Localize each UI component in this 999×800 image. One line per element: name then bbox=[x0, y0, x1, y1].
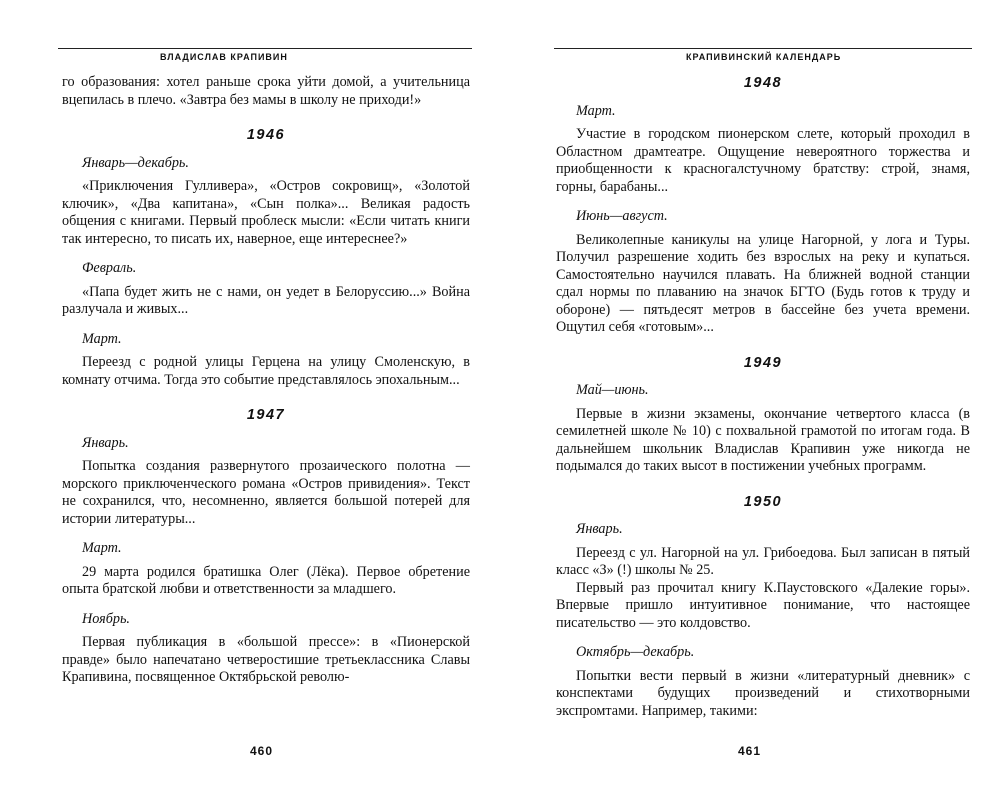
running-head bbox=[554, 48, 972, 65]
date-heading: Май—июнь. bbox=[576, 382, 649, 398]
paragraph: Великолепные каникулы на улице Нагорной, у лога и Туры. Получил разрешение ходить без взрослых на реку и купаться. Самостоятельно научился плавать. На ближней водной станции сдал нормы по плаванию на значок БГТО (Будь готов к труду и обороне) — пятьдесят метров в бассейне без учета времени. Ощутил себя «готовым»... bbox=[556, 231, 970, 335]
right-page bbox=[499, 0, 999, 800]
page-body bbox=[556, 75, 970, 720]
paragraph: Участие в городском пионерском слете, который проходил в Областном драмтеатре. Ощущение невероятного торжества и приобщенности к красногалстучному братству: строй, знамя, горны, барабаны... bbox=[556, 126, 970, 195]
running-head-title: ВЛАДИСЛАВ КРАПИВИН bbox=[160, 52, 288, 62]
date-heading: Октябрь—декабрь. bbox=[576, 644, 695, 660]
paragraph: Первые в жизни экзамены, окончание четвертого класса (в семилетней школе № 10) с похвальной грамотой по итогам года. В дальнейшем школьник Владислав Крапивин уже никогда не подымался до таких высот в постижении учебных программ. bbox=[556, 405, 970, 474]
paragraph: 29 марта родился братишка Олег (Лёка). Первое обретение опыта братской любви и ответственности за младшего. bbox=[62, 563, 470, 597]
date-heading: Январь. bbox=[576, 521, 623, 537]
date-heading: Январь—декабрь. bbox=[82, 154, 189, 171]
paragraph: го образования: хотел раньше срока уйти домой, а учительница вцепилась в плечо. «Завтра без мамы в школу не приходи!» bbox=[62, 74, 470, 108]
paragraph: Попытки вести первый в жизни «литературный дневник» с конспектами будущих произведений и стихотворными экспромтами. Например, такими: bbox=[556, 667, 970, 719]
paragraph: «Приключения Гулливера», «Остров сокровищ», «Золотой ключик», «Два капитана», «Сын полка»... Великая радость общения с книгами. Первый проблеск мысли: «Если читать книги так интересно, то писать их, наверное, еще интереснее?» bbox=[62, 178, 470, 247]
paragraph: Попытка создания развернутого прозаического полотна — морского приключенческого романа «Остров привидения». Текст не сохранился, что, несомненно, является большой потерей для истории литературы... bbox=[62, 458, 470, 527]
year-heading: 1946 bbox=[246, 127, 286, 143]
date-heading: Март. bbox=[82, 330, 122, 347]
paragraph: Переезд с родной улицы Герцена на улицу Смоленскую, в комнату отчима. Тогда это событие представлялось эпохальным... bbox=[62, 354, 470, 388]
running-head bbox=[58, 48, 472, 65]
left-page bbox=[0, 0, 499, 800]
paragraph: Переезд с ул. Нагорной на ул. Грибоедова. Был записан в пятый класс «З» (!) школы № 25. bbox=[556, 544, 970, 578]
date-heading: Ноябрь. bbox=[82, 610, 130, 627]
date-heading: Март. bbox=[82, 540, 122, 556]
page-body bbox=[62, 74, 470, 687]
date-heading: Январь. bbox=[82, 434, 129, 451]
paragraph: «Папа будет жить не с нами, он уедет в Белоруссию...» Война разлучала и живых... bbox=[62, 283, 470, 317]
date-heading: Март. bbox=[576, 102, 616, 119]
page-number: 461 bbox=[738, 744, 762, 758]
paragraph: Первая публикация в «большой прессе»: в «Пионерской правде» было напечатано четверостишие третьеклассника Славы Крапивина, посвященное Октябрьской револю- bbox=[62, 634, 470, 685]
year-heading: 1950 bbox=[743, 493, 783, 510]
paragraph: Первый раз прочитал книгу К.Паустовского «Далекие горы». Впервые пришло интуитивное понимание, что настоящее писательство — это колдовство. bbox=[556, 579, 970, 631]
page-number: 460 bbox=[250, 744, 274, 758]
running-head-title: КРАПИВИНСКИЙ КАЛЕНДАРЬ bbox=[686, 52, 842, 62]
date-heading: Февраль. bbox=[82, 260, 137, 276]
date-heading: Июнь—август. bbox=[576, 208, 668, 224]
year-heading: 1947 bbox=[246, 407, 286, 423]
year-heading: 1949 bbox=[743, 354, 783, 371]
year-heading: 1948 bbox=[743, 75, 783, 91]
